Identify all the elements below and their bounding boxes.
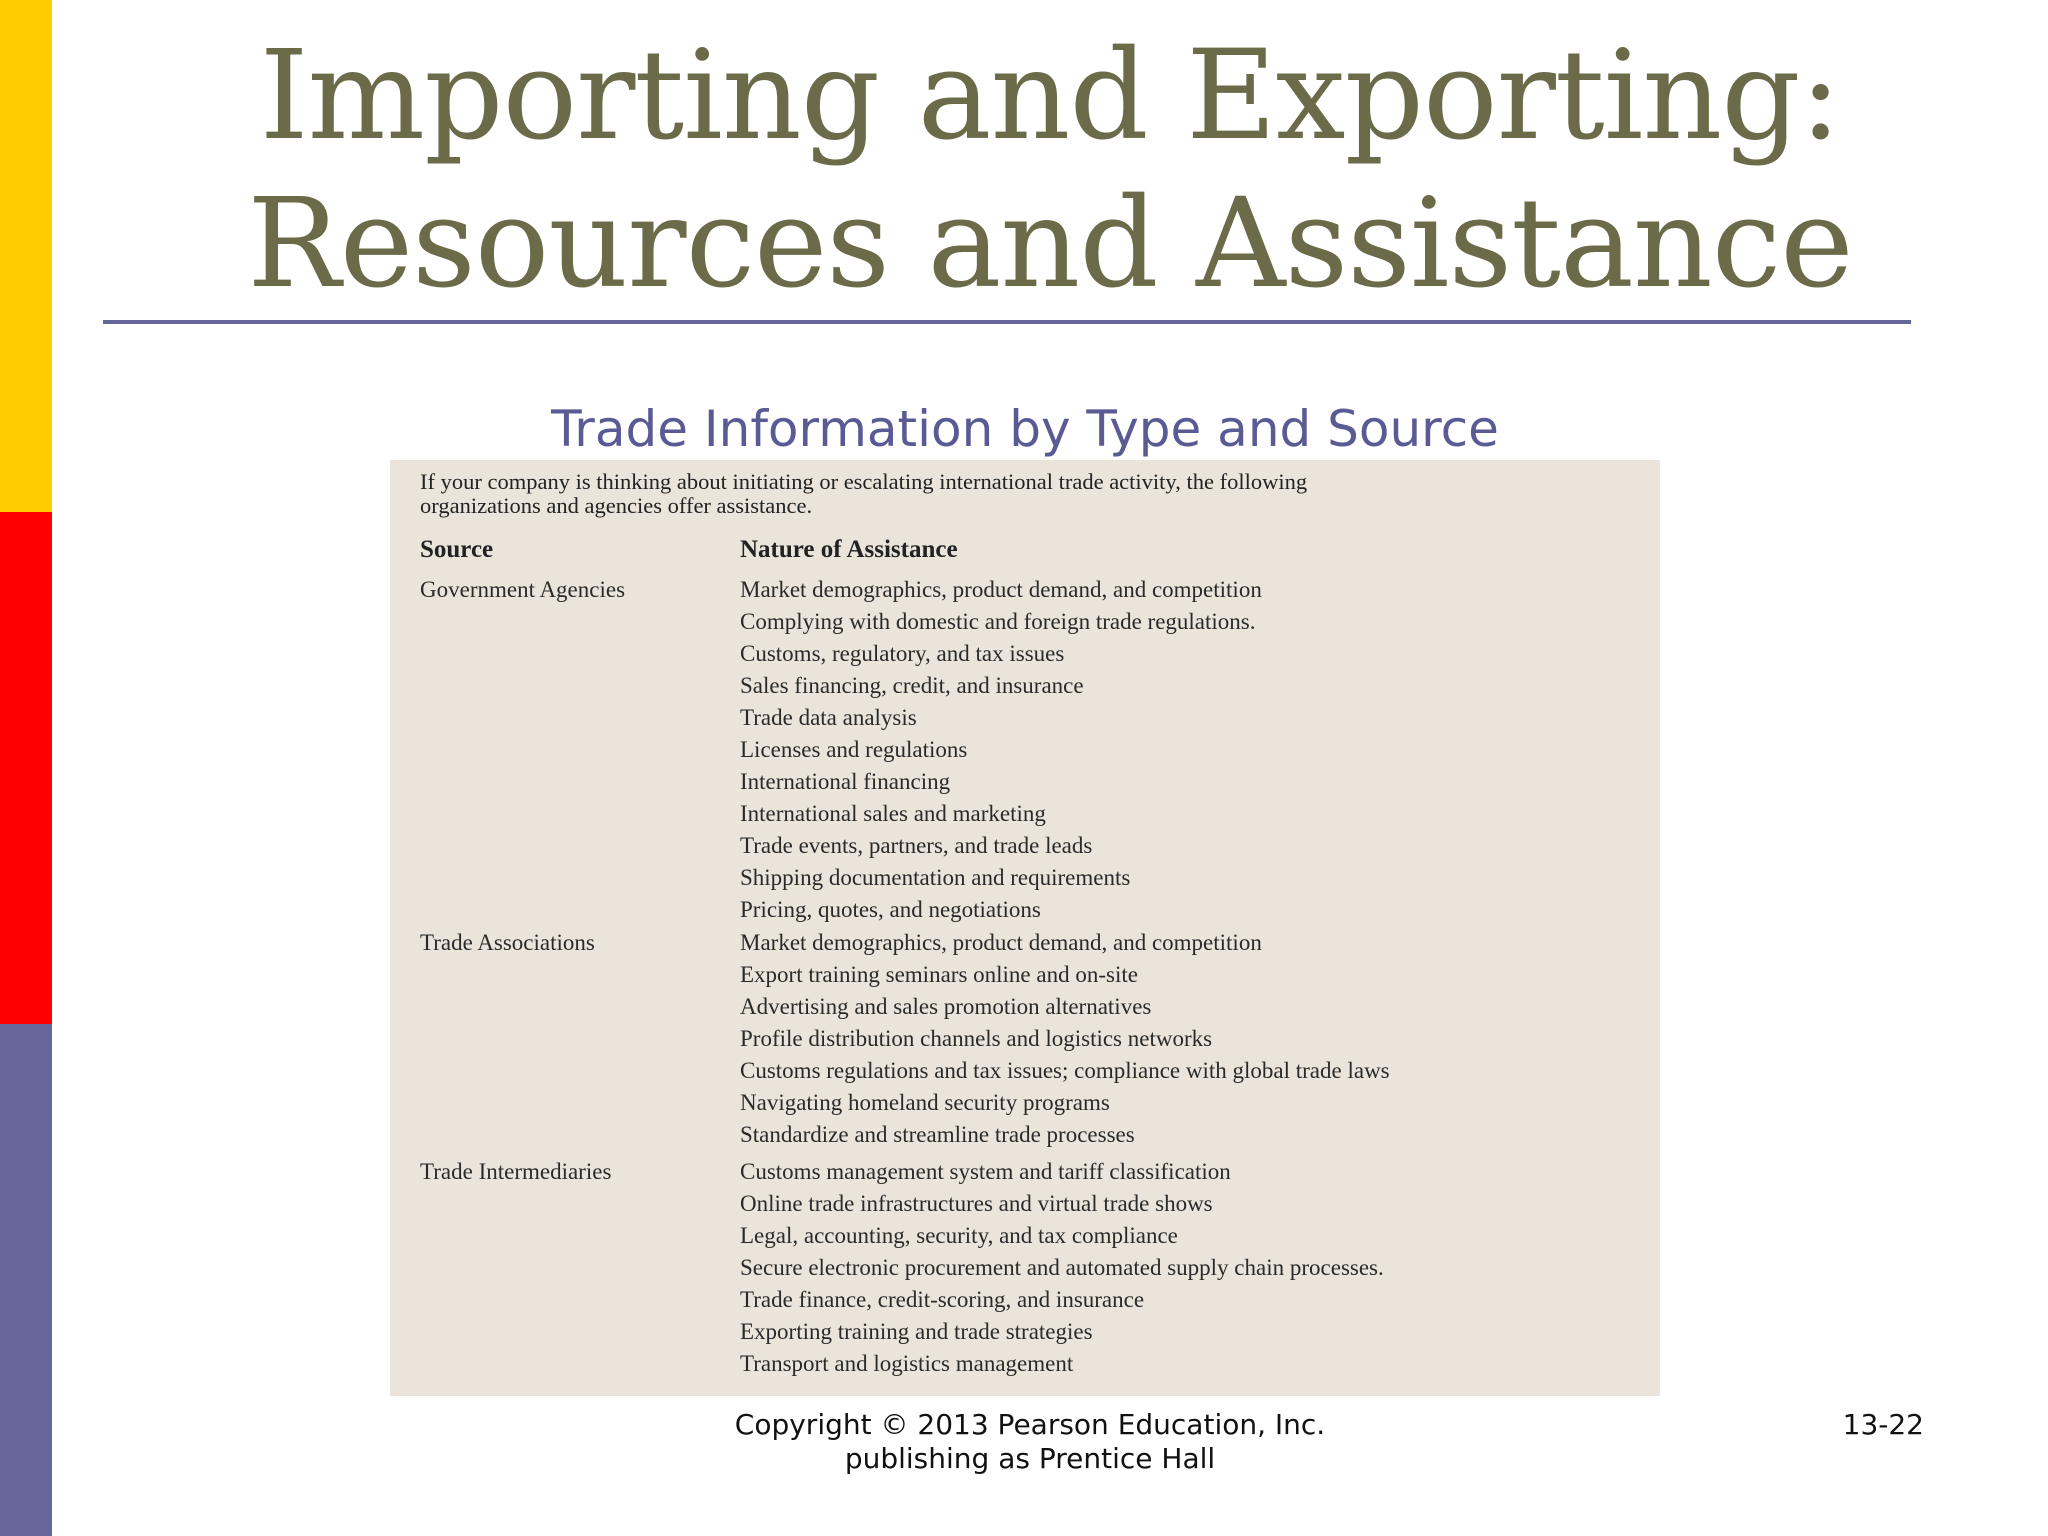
assistance-item: Secure electronic procurement and automated supply chain processes.: [740, 1255, 1384, 1280]
table-intro: [420, 470, 1620, 518]
assistance-list: [740, 927, 1390, 1151]
source-label: Government Agencies: [420, 577, 626, 602]
assistance-item: Pricing, quotes, and negotiations: [740, 897, 1041, 922]
column-header-nature: Nature of Assistance: [740, 536, 958, 563]
assistance-list: [740, 1156, 1384, 1380]
assistance-item: Legal, accounting, security, and tax compliance: [740, 1223, 1178, 1248]
source-label: Trade Associations: [420, 930, 595, 955]
assistance-item: Customs, regulatory, and tax issues: [740, 641, 1065, 666]
assistance-item: Licenses and regulations: [740, 737, 968, 762]
assistance-item: Advertising and sales promotion alternatives: [740, 994, 1152, 1019]
assistance-item: Sales financing, credit, and insurance: [740, 673, 1084, 698]
slide-title-line-1: Importing and Exporting:: [259, 24, 1841, 168]
copyright-footer: [690, 1408, 1370, 1476]
column-header-source: Source: [420, 536, 494, 563]
assistance-item: International sales and marketing: [740, 801, 1046, 826]
slide-title: [52, 22, 2048, 318]
assistance-item: Customs management system and tariff classification: [740, 1159, 1231, 1184]
assistance-list: [740, 574, 1262, 926]
table-intro-line-2: organizations and agencies offer assistance.: [420, 493, 813, 518]
assistance-item: Exporting training and trade strategies: [740, 1319, 1093, 1344]
assistance-item: Customs regulations and tax issues; compliance with global trade laws: [740, 1058, 1390, 1083]
accent-bar-purple: [0, 1024, 52, 1536]
assistance-item: Standardize and streamline trade processes: [740, 1122, 1135, 1147]
assistance-item: Online trade infrastructures and virtual trade shows: [740, 1191, 1213, 1216]
source-label: Trade Intermediaries: [420, 1159, 612, 1184]
assistance-item: Shipping documentation and requirements: [740, 865, 1131, 890]
assistance-item: Complying with domestic and foreign trade regulations.: [740, 609, 1256, 634]
assistance-item: Export training seminars online and on-site: [740, 962, 1138, 987]
page-number: 13-22: [1842, 1408, 1924, 1441]
assistance-item: Navigating homeland security programs: [740, 1090, 1110, 1115]
trade-information-table: [390, 460, 1660, 1396]
slide-title-line-2: Resources and Assistance: [247, 172, 1853, 316]
assistance-item: Trade data analysis: [740, 705, 917, 730]
table-intro-line-1: If your company is thinking about initiating or escalating international trade activity, the following: [420, 469, 1308, 494]
assistance-item: Market demographics, product demand, and competition: [740, 930, 1262, 955]
assistance-item: Market demographics, product demand, and competition: [740, 577, 1262, 602]
assistance-item: Profile distribution channels and logistics networks: [740, 1026, 1213, 1051]
copyright-line-2: publishing as Prentice Hall: [844, 1442, 1216, 1475]
copyright-line-1: Copyright © 2013 Pearson Education, Inc.: [734, 1408, 1326, 1441]
assistance-item: Trade finance, credit-scoring, and insurance: [740, 1287, 1145, 1312]
title-divider: [103, 320, 1911, 324]
accent-bar-yellow: [0, 0, 52, 512]
assistance-item: Transport and logistics management: [740, 1351, 1074, 1376]
table-caption: Trade Information by Type and Source: [551, 400, 1499, 458]
accent-bar-red: [0, 512, 52, 1024]
assistance-item: International financing: [740, 769, 951, 794]
assistance-item: Trade events, partners, and trade leads: [740, 833, 1093, 858]
